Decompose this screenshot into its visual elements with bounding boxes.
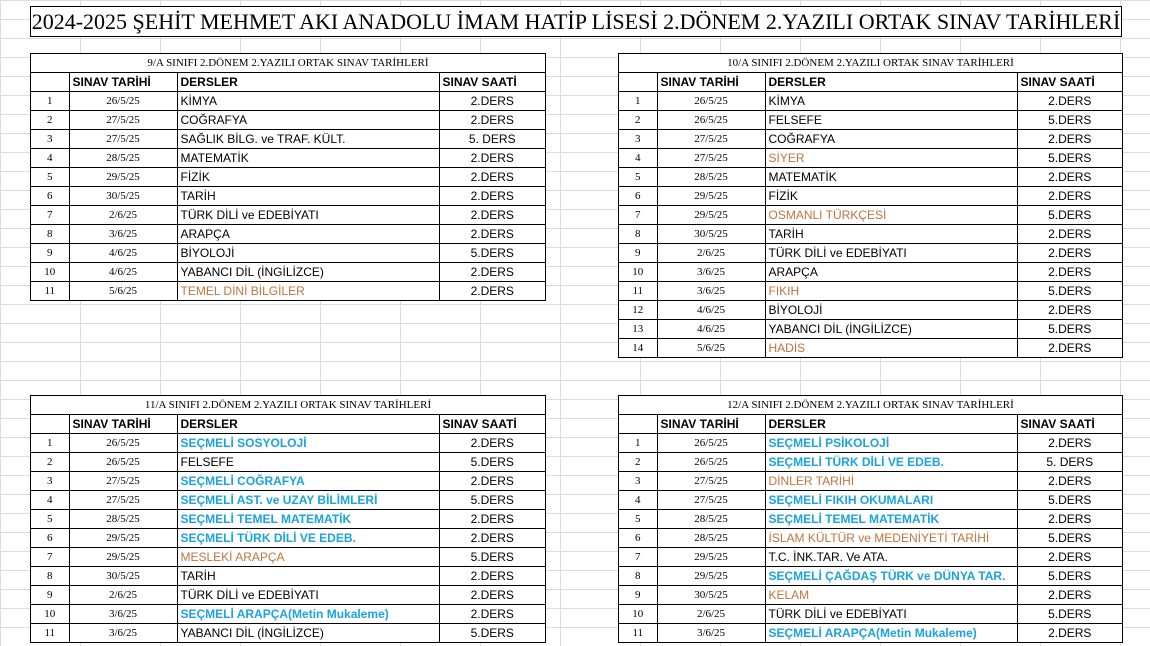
cell-no: 11 xyxy=(31,624,69,643)
cell-no: 5 xyxy=(31,510,69,529)
panel-10a xyxy=(618,53,1123,358)
cell-hour: 5.DERS xyxy=(1017,206,1122,225)
cell-date: 28/5/25 xyxy=(657,529,765,548)
cell-hour: 2.DERS xyxy=(439,282,545,301)
table-row xyxy=(619,149,1122,168)
header-lesson: DERSLER xyxy=(765,415,1017,434)
panel-12a xyxy=(618,395,1123,643)
table-row xyxy=(619,130,1122,149)
cell-lesson: FİZİK xyxy=(765,187,1017,206)
cell-no: 13 xyxy=(619,320,657,339)
cell-lesson: FELSEFE xyxy=(177,453,439,472)
cell-date: 26/5/25 xyxy=(69,92,177,111)
cell-no: 8 xyxy=(31,225,69,244)
cell-hour: 2.DERS xyxy=(439,92,545,111)
table-row xyxy=(619,301,1122,320)
cell-hour: 2.DERS xyxy=(1017,586,1122,605)
cell-no: 1 xyxy=(619,434,657,453)
cell-date: 30/5/25 xyxy=(69,567,177,586)
cell-no: 3 xyxy=(619,472,657,491)
panel-heading: 11/A SINIFI 2.DÖNEM 2.YAZILI ORTAK SINAV TARİHLERİ xyxy=(31,396,545,415)
cell-lesson: COĞRAFYA xyxy=(765,130,1017,149)
cell-date: 3/6/25 xyxy=(69,624,177,643)
table-row xyxy=(619,92,1122,111)
table-row xyxy=(31,624,545,643)
cell-no: 5 xyxy=(619,510,657,529)
cell-hour: 2.DERS xyxy=(439,605,545,624)
cell-lesson: TARİH xyxy=(177,567,439,586)
header-hour: SINAV SAATİ xyxy=(439,415,545,434)
cell-hour: 2.DERS xyxy=(1017,339,1122,358)
cell-lesson: SEÇMELİ TEMEL MATEMATİK xyxy=(177,510,439,529)
cell-no: 9 xyxy=(619,244,657,263)
cell-lesson: FIKIH xyxy=(765,282,1017,301)
table-row xyxy=(619,320,1122,339)
cell-date: 28/5/25 xyxy=(69,510,177,529)
panel-9a xyxy=(30,53,546,301)
table-row xyxy=(619,244,1122,263)
table-row xyxy=(31,92,545,111)
table-row xyxy=(619,605,1122,624)
cell-hour: 2.DERS xyxy=(439,206,545,225)
cell-lesson: TARİH xyxy=(177,187,439,206)
panel-heading: 12/A SINIFI 2.DÖNEM 2.YAZILI ORTAK SINAV TARİHLERİ xyxy=(619,396,1122,415)
cell-hour: 2.DERS xyxy=(439,225,545,244)
cell-no: 7 xyxy=(31,206,69,225)
cell-no: 10 xyxy=(619,263,657,282)
sheet-title: 2024-2025 ŞEHİT MEHMET AKI ANADOLU İMAM HATİP LİSESİ 2.DÖNEM 2.YAZILI ORTAK SINAV TARİHLERİ xyxy=(30,6,1122,37)
cell-hour: 2.DERS xyxy=(439,586,545,605)
cell-lesson: FİZİK xyxy=(177,168,439,187)
cell-lesson: YABANCI DİL (İNGİLİZCE) xyxy=(177,263,439,282)
cell-hour: 2.DERS xyxy=(439,434,545,453)
cell-hour: 2.DERS xyxy=(439,567,545,586)
cell-lesson: BİYOLOJİ xyxy=(177,244,439,263)
table-row xyxy=(619,225,1122,244)
cell-date: 4/6/25 xyxy=(69,263,177,282)
cell-hour: 2.DERS xyxy=(439,111,545,130)
table-row xyxy=(31,510,545,529)
cell-no: 10 xyxy=(619,605,657,624)
cell-hour: 5.DERS xyxy=(439,548,545,567)
cell-lesson: SEÇMELİ COĞRAFYA xyxy=(177,472,439,491)
cell-date: 3/6/25 xyxy=(657,624,765,643)
cell-date: 27/5/25 xyxy=(657,472,765,491)
cell-no: 3 xyxy=(31,130,69,149)
table-row xyxy=(619,548,1122,567)
table-header-row xyxy=(31,73,545,92)
cell-date: 27/5/25 xyxy=(657,130,765,149)
header-date: SINAV TARİHİ xyxy=(657,415,765,434)
cell-hour: 2.DERS xyxy=(1017,301,1122,320)
cell-hour: 2.DERS xyxy=(439,510,545,529)
cell-hour: 5.DERS xyxy=(439,244,545,263)
cell-no: 4 xyxy=(619,149,657,168)
cell-date: 26/5/25 xyxy=(657,434,765,453)
cell-date: 3/6/25 xyxy=(657,282,765,301)
table-row xyxy=(31,491,545,510)
table-header-row xyxy=(619,415,1122,434)
table-row xyxy=(31,244,545,263)
header-no xyxy=(31,73,69,92)
panel-11a xyxy=(30,395,546,643)
cell-no: 14 xyxy=(619,339,657,358)
cell-lesson: TEMEL DİNİ BİLGİLER xyxy=(177,282,439,301)
cell-no: 11 xyxy=(31,282,69,301)
table-header-row xyxy=(31,415,545,434)
cell-hour: 2.DERS xyxy=(439,149,545,168)
cell-lesson: KİMYA xyxy=(177,92,439,111)
cell-no: 6 xyxy=(31,187,69,206)
cell-no: 5 xyxy=(619,168,657,187)
cell-date: 4/6/25 xyxy=(657,301,765,320)
table-row xyxy=(31,567,545,586)
table-row xyxy=(31,605,545,624)
cell-date: 29/5/25 xyxy=(69,529,177,548)
panel-heading: 9/A SINIFI 2.DÖNEM 2.YAZILI ORTAK SINAV TARİHLERİ xyxy=(31,54,545,73)
cell-hour: 2.DERS xyxy=(1017,225,1122,244)
cell-lesson: SEÇMELİ ARAPÇA(Metin Mukaleme) xyxy=(765,624,1017,643)
cell-hour: 2.DERS xyxy=(439,263,545,282)
cell-hour: 2.DERS xyxy=(1017,510,1122,529)
cell-no: 2 xyxy=(619,111,657,130)
table-row xyxy=(619,624,1122,643)
cell-lesson: SEÇMELİ SOSYOLOJİ xyxy=(177,434,439,453)
cell-date: 26/5/25 xyxy=(657,453,765,472)
table-row xyxy=(619,453,1122,472)
table-row xyxy=(619,529,1122,548)
cell-no: 1 xyxy=(31,434,69,453)
cell-no: 10 xyxy=(31,605,69,624)
table-row xyxy=(31,472,545,491)
cell-no: 1 xyxy=(619,92,657,111)
cell-lesson: TÜRK DİLİ ve EDEBİYATI xyxy=(177,206,439,225)
cell-lesson: İSLAM KÜLTÜR ve MEDENİYETİ TARİHİ xyxy=(765,529,1017,548)
cell-hour: 2.DERS xyxy=(1017,434,1122,453)
cell-date: 2/6/25 xyxy=(69,206,177,225)
cell-date: 3/6/25 xyxy=(69,225,177,244)
cell-hour: 2.DERS xyxy=(1017,187,1122,206)
cell-hour: 2.DERS xyxy=(1017,244,1122,263)
cell-date: 4/6/25 xyxy=(69,244,177,263)
cell-lesson: ARAPÇA xyxy=(765,263,1017,282)
table-row xyxy=(619,491,1122,510)
cell-no: 8 xyxy=(619,225,657,244)
table-row xyxy=(31,206,545,225)
header-no xyxy=(619,73,657,92)
cell-date: 29/5/25 xyxy=(657,567,765,586)
header-date: SINAV TARİHİ xyxy=(657,73,765,92)
cell-no: 9 xyxy=(31,586,69,605)
table-row xyxy=(31,168,545,187)
cell-no: 2 xyxy=(619,453,657,472)
header-date: SINAV TARİHİ xyxy=(69,415,177,434)
cell-date: 4/6/25 xyxy=(657,320,765,339)
cell-date: 5/6/25 xyxy=(69,282,177,301)
cell-no: 11 xyxy=(619,624,657,643)
cell-hour: 5.DERS xyxy=(439,491,545,510)
cell-hour: 2.DERS xyxy=(1017,92,1122,111)
cell-lesson: DİNLER TARİHİ xyxy=(765,472,1017,491)
cell-lesson: TARİH xyxy=(765,225,1017,244)
cell-hour: 5.DERS xyxy=(1017,567,1122,586)
cell-no: 1 xyxy=(31,92,69,111)
header-date: SINAV TARİHİ xyxy=(69,73,177,92)
table-row xyxy=(31,149,545,168)
table-row xyxy=(619,586,1122,605)
cell-date: 27/5/25 xyxy=(69,472,177,491)
cell-date: 2/6/25 xyxy=(657,244,765,263)
table-row xyxy=(31,453,545,472)
cell-hour: 2.DERS xyxy=(1017,548,1122,567)
table-row xyxy=(619,567,1122,586)
cell-lesson: KELAM xyxy=(765,586,1017,605)
cell-no: 11 xyxy=(619,282,657,301)
cell-date: 29/5/25 xyxy=(69,168,177,187)
cell-hour: 5.DERS xyxy=(1017,111,1122,130)
cell-date: 27/5/25 xyxy=(657,149,765,168)
table-row xyxy=(619,206,1122,225)
cell-lesson: SAĞLIK BİLG. ve TRAF. KÜLT. xyxy=(177,130,439,149)
cell-lesson: T.C. İNK.TAR. Ve ATA. xyxy=(765,548,1017,567)
cell-hour: 5.DERS xyxy=(439,453,545,472)
cell-hour: 2.DERS xyxy=(1017,130,1122,149)
table-row xyxy=(619,187,1122,206)
table-row xyxy=(31,586,545,605)
cell-lesson: SEÇMELİ TÜRK DİLİ VE EDEB. xyxy=(765,453,1017,472)
table-row xyxy=(619,434,1122,453)
header-no xyxy=(31,415,69,434)
cell-date: 27/5/25 xyxy=(69,130,177,149)
table-row xyxy=(619,339,1122,358)
cell-lesson: KİMYA xyxy=(765,92,1017,111)
cell-no: 5 xyxy=(31,168,69,187)
cell-lesson: TÜRK DİLİ ve EDEBİYATI xyxy=(765,605,1017,624)
cell-lesson: SİYER xyxy=(765,149,1017,168)
cell-hour: 5.DERS xyxy=(1017,320,1122,339)
table-row xyxy=(31,187,545,206)
table-row xyxy=(619,282,1122,301)
exam-table xyxy=(619,415,1122,642)
cell-hour: 5.DERS xyxy=(1017,605,1122,624)
cell-date: 28/5/25 xyxy=(657,510,765,529)
cell-hour: 5.DERS xyxy=(1017,529,1122,548)
cell-no: 4 xyxy=(31,491,69,510)
cell-lesson: MATEMATİK xyxy=(765,168,1017,187)
cell-no: 8 xyxy=(619,567,657,586)
cell-hour: 2.DERS xyxy=(439,187,545,206)
cell-date: 29/5/25 xyxy=(657,548,765,567)
cell-lesson: TÜRK DİLİ ve EDEBİYATI xyxy=(765,244,1017,263)
cell-date: 30/5/25 xyxy=(657,225,765,244)
cell-no: 9 xyxy=(31,244,69,263)
cell-lesson: BİYOLOJİ xyxy=(765,301,1017,320)
cell-date: 30/5/25 xyxy=(657,586,765,605)
table-header-row xyxy=(619,73,1122,92)
cell-date: 2/6/25 xyxy=(69,586,177,605)
panel-heading: 10/A SINIFI 2.DÖNEM 2.YAZILI ORTAK SINAV TARİHLERİ xyxy=(619,54,1122,73)
cell-hour: 2.DERS xyxy=(439,472,545,491)
cell-date: 28/5/25 xyxy=(657,168,765,187)
table-row xyxy=(31,111,545,130)
cell-date: 26/5/25 xyxy=(657,111,765,130)
cell-lesson: SEÇMELİ ARAPÇA(Metin Mukaleme) xyxy=(177,605,439,624)
cell-no: 6 xyxy=(31,529,69,548)
cell-no: 7 xyxy=(31,548,69,567)
cell-hour: 2.DERS xyxy=(1017,263,1122,282)
cell-no: 2 xyxy=(31,111,69,130)
cell-lesson: MATEMATİK xyxy=(177,149,439,168)
cell-hour: 2.DERS xyxy=(439,529,545,548)
table-row xyxy=(31,225,545,244)
header-lesson: DERSLER xyxy=(177,73,439,92)
header-no xyxy=(619,415,657,434)
cell-lesson: YABANCI DİL (İNGİLİZCE) xyxy=(177,624,439,643)
header-hour: SINAV SAATİ xyxy=(439,73,545,92)
cell-no: 6 xyxy=(619,529,657,548)
cell-lesson: OSMANLI TÜRKÇESİ xyxy=(765,206,1017,225)
cell-lesson: ARAPÇA xyxy=(177,225,439,244)
header-lesson: DERSLER xyxy=(765,73,1017,92)
cell-no: 6 xyxy=(619,187,657,206)
cell-no: 12 xyxy=(619,301,657,320)
cell-lesson: COĞRAFYA xyxy=(177,111,439,130)
cell-no: 4 xyxy=(619,491,657,510)
table-row xyxy=(31,282,545,301)
cell-hour: 2.DERS xyxy=(439,168,545,187)
cell-date: 26/5/25 xyxy=(69,453,177,472)
table-row xyxy=(619,510,1122,529)
cell-lesson: HADİS xyxy=(765,339,1017,358)
table-row xyxy=(619,111,1122,130)
cell-no: 8 xyxy=(31,567,69,586)
header-hour: SINAV SAATİ xyxy=(1017,415,1122,434)
cell-date: 3/6/25 xyxy=(69,605,177,624)
cell-hour: 2.DERS xyxy=(1017,168,1122,187)
cell-hour: 5. DERS xyxy=(1017,453,1122,472)
table-row xyxy=(31,263,545,282)
cell-lesson: YABANCI DİL (İNGİLİZCE) xyxy=(765,320,1017,339)
cell-lesson: MESLEKİ ARAPÇA xyxy=(177,548,439,567)
table-row xyxy=(619,263,1122,282)
cell-hour: 5.DERS xyxy=(1017,282,1122,301)
cell-date: 29/5/25 xyxy=(69,548,177,567)
cell-lesson: SEÇMELİ AST. ve UZAY BİLİMLERİ xyxy=(177,491,439,510)
cell-date: 2/6/25 xyxy=(657,605,765,624)
table-row xyxy=(619,168,1122,187)
cell-lesson: FELSEFE xyxy=(765,111,1017,130)
cell-no: 4 xyxy=(31,149,69,168)
cell-date: 27/5/25 xyxy=(69,111,177,130)
cell-no: 3 xyxy=(31,472,69,491)
cell-lesson: SEÇMELİ ÇAĞDAŞ TÜRK ve DÜNYA TAR. xyxy=(765,567,1017,586)
table-row xyxy=(31,434,545,453)
cell-no: 7 xyxy=(619,548,657,567)
cell-hour: 5.DERS xyxy=(439,624,545,643)
cell-date: 28/5/25 xyxy=(69,149,177,168)
cell-hour: 5.DERS xyxy=(1017,491,1122,510)
exam-table xyxy=(619,73,1122,357)
cell-hour: 5. DERS xyxy=(439,130,545,149)
cell-no: 9 xyxy=(619,586,657,605)
cell-no: 10 xyxy=(31,263,69,282)
cell-hour: 2.DERS xyxy=(1017,472,1122,491)
cell-lesson: SEÇMELİ FIKIH OKUMALARI xyxy=(765,491,1017,510)
cell-date: 27/5/25 xyxy=(69,491,177,510)
cell-date: 3/6/25 xyxy=(657,263,765,282)
table-row xyxy=(619,472,1122,491)
cell-date: 29/5/25 xyxy=(657,206,765,225)
cell-lesson: TÜRK DİLİ ve EDEBİYATI xyxy=(177,586,439,605)
cell-date: 27/5/25 xyxy=(657,491,765,510)
cell-lesson: SEÇMELİ TÜRK DİLİ VE EDEB. xyxy=(177,529,439,548)
header-hour: SINAV SAATİ xyxy=(1017,73,1122,92)
cell-date: 26/5/25 xyxy=(657,92,765,111)
exam-table xyxy=(31,415,545,642)
cell-lesson: SEÇMELİ PSİKOLOJİ xyxy=(765,434,1017,453)
cell-date: 29/5/25 xyxy=(657,187,765,206)
table-row xyxy=(31,130,545,149)
cell-hour: 5.DERS xyxy=(1017,149,1122,168)
cell-lesson: SEÇMELİ TEMEL MATEMATİK xyxy=(765,510,1017,529)
cell-no: 2 xyxy=(31,453,69,472)
cell-no: 3 xyxy=(619,130,657,149)
cell-date: 30/5/25 xyxy=(69,187,177,206)
table-row xyxy=(31,548,545,567)
cell-date: 5/6/25 xyxy=(657,339,765,358)
cell-date: 26/5/25 xyxy=(69,434,177,453)
cell-no: 7 xyxy=(619,206,657,225)
header-lesson: DERSLER xyxy=(177,415,439,434)
exam-table xyxy=(31,73,545,300)
table-row xyxy=(31,529,545,548)
cell-hour: 2.DERS xyxy=(1017,624,1122,643)
